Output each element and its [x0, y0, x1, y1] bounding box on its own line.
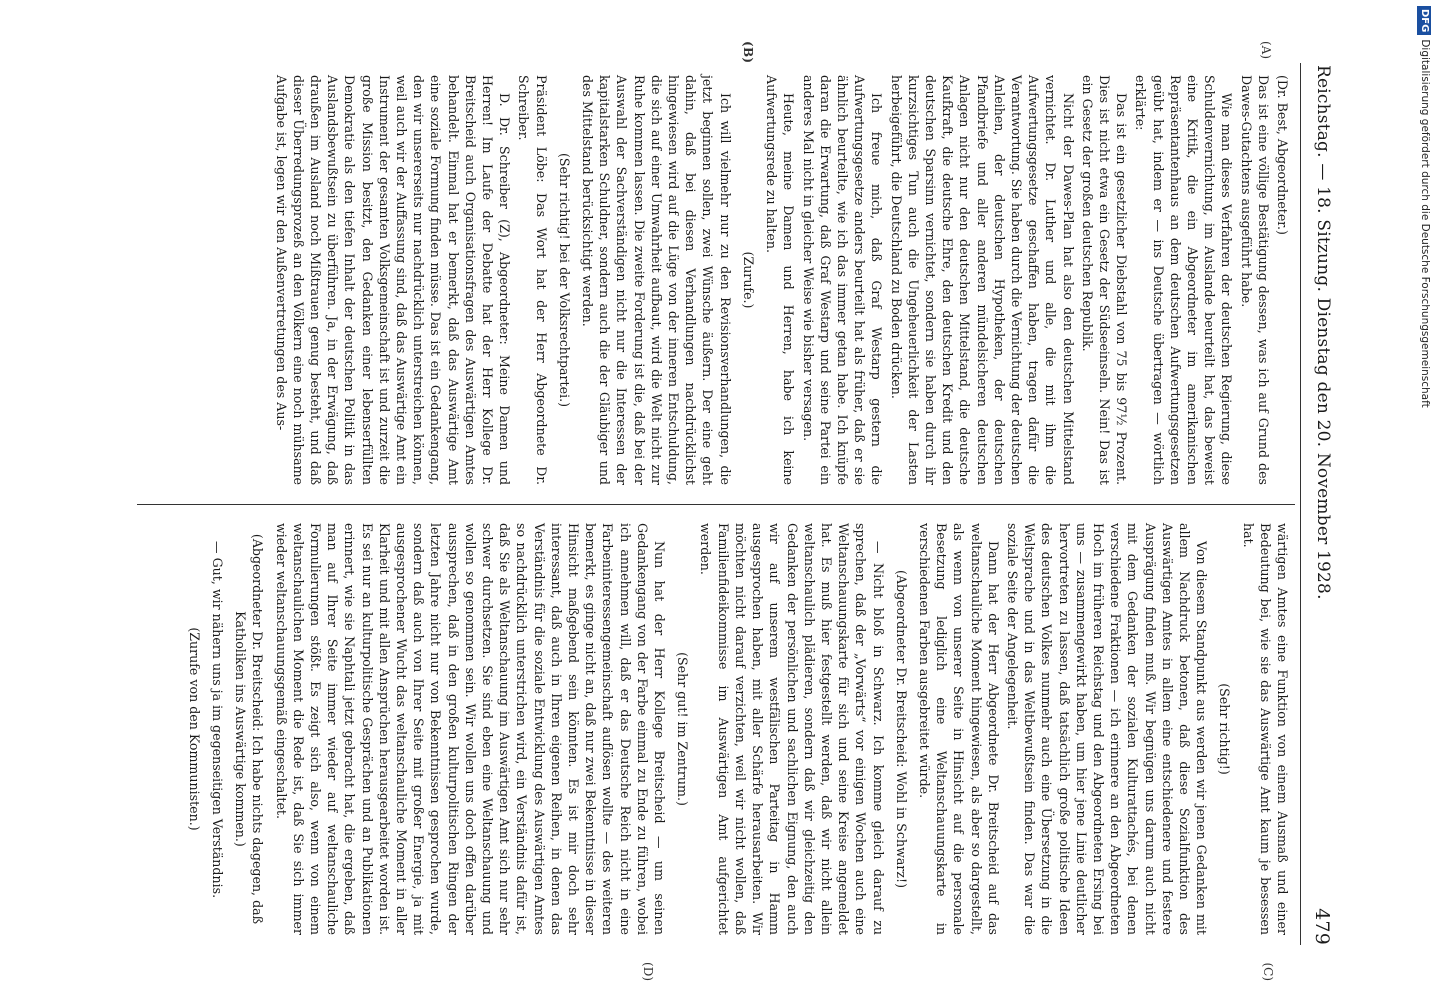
page-header: [1303, 65, 1333, 945]
margin-marker-b: (B): [741, 41, 755, 64]
dfg-notice-text: Digitalisierung gefördert durch die Deutsche Forschungsgemeinschaft: [1419, 39, 1431, 408]
dfg-funding-notice: [1416, 6, 1434, 986]
right-text-column: [137, 523, 1291, 935]
paragraph: D. Dr. Schreiber (Z), Abgeordneter: Meine Damen und Herren! Im Laufe der Debatte hat der Herr Kollege Dr. Breitscheid auch Organisationsfragen des Auswärtigen Amtes behandelt. Einmal hat er bemerkt, daß das Auswärtige Amt eine soziale Formung finden müsse. Das ist ein Gedankengang, den wir unsererseits nur nachdrücklich unterstreichen können, weil auch wir der Auffassung sind, daß das Auswärtige Amt ein Instrument der gesamten Volksgemeinschaft ist und zurzeit die große Mission besitzt, den Gedanken einer lebenserfüllten Demokratie als den tiefen Inhalt der deutschen Politik in das Auslandsbewußtsein zu überführen. Ja, in der Erwägung, daß draußen im Ausland noch Mißtrauen genug besteht, und daß dieser Überredungsprozeß an den Völkern eine noch mühsame Aufgabe ist, legen wir den Außenvertretungen des Aus-: [273, 75, 513, 485]
paragraph: Das ist eine völlige Bestätigung dessen, was ich auf Grund des Dawes-Gutachtens ausgeführt habe.: [1238, 75, 1271, 485]
margin-marker-c: (C): [1261, 962, 1275, 981]
interjection: (Zurufe.): [740, 251, 756, 309]
paragraph: wärtigen Amtes eine Funktion von einem Ausmaß und einer Bedeutung bei, wie sie das Auswärtige Amt kaum je besessen hat.: [1240, 523, 1290, 935]
margin-marker-a: (A): [1259, 41, 1273, 60]
paragraph: (Dr. Best, Abgeordneter.): [1275, 75, 1290, 235]
left-text-column: [137, 75, 1291, 485]
paragraph: Nun hat der Herr Kollege Breitscheid — um seinen Gedankengang von der Farbe einmal zu Ende zu führen, wobei ich annehmen will, daß er das Deutsche Reich nicht in eine Farbeninteressengemeinschaft auflösen wollte — des weiteren bemerkt, es ginge nicht an, daß nur zwei Bekenntnisse in dieser Hinsicht maßgebend sein könnten. Es ist mir doch sehr interessant, daß auch in Ihren eigenen Reihen, in denen das Verständnis für die soziale Entwicklung des Auswärtigen Amtes so nachdrücklich unterstrichen wird, ein Verständnis dafür ist, daß Sie als Weltanschauung im Auswärtigen Amt sich nur sehr schwer durchsetzen. Sie sind eben eine Weltanschauung und wollen so genommen sein. Wir wollen uns doch offen darüber aussprechen, daß in den großen kulturpolitischen Ringen der letzten Jahre nicht nur von Bekenntnissen gesprochen wurde, sondern daß auch von Ihrer Seite mit großer Energie, ja mit ausgesprochener Wucht das weltanschauliche Moment in aller Klarheit und mit allen Ansprüchen herausgearbeitet worden ist. Es sei nur an kulturpolitische Gesprächen und an Publikationen erinnert, wie sie Naphtali jetzt gebracht hat, die ergeben, daß man auf Ihrer Seite immer wieder auf weltanschauliche Formulierungen stößt. Es zeigt sich also, wenn von einem weltanschaulichen Moment die Rede ist, daß Sie sich immer wieder weltanschauungsgemäß eingeschaltet.: [273, 523, 668, 935]
paragraph: Heute, meine Damen und Herren, habe ich keine Aufwertungsrede zu halten.: [764, 75, 797, 485]
paragraph: Ich freue mich, daß Graf Westarp gestern die Aufwertungsgesetze anders beurteilt hat als früher, daß er sie ähnlich beurteilte, wie ich das immer getan habe. Ich knüpfe daran die Erwartung, daß Graf Westarp und seine Partei ein anderes Mal nicht in gleicher Weise wie bisher versagen.: [800, 75, 885, 485]
paragraph: — Nicht bloß in Schwarz. Ich komme gleich darauf zu sprechen, daß der „Vorwärts“ vor einigen Wochen auch eine Weltanschauungskarte für sich und seine Kreise angemeldet hat. Es muß hier festgestellt werden, daß wir nicht allein weltanschaulich plädieren, sondern daß wir gleichzeitig den Gedanken der persönlichen und sachlichen Eignung, den auch wir auf unserem westfälischen Parteitag in Hamm ausgesprochen haben, mit aller Schärfe herausarbeiten. Wir möchten nicht darauf verzichten, weil wir nicht wollen, daß Familienfideikommisse im Auswärtigen Amt aufgerichtet werden.: [698, 523, 886, 935]
interjection: (Abgeordneter Dr. Breitscheid: Wohl in Schwarz!): [893, 570, 909, 888]
interjection: (Abgeordneter Dr. Breitscheid: Ich habe nichts dagegen, daß Katholiken ins Auswärtige kommen.): [233, 533, 266, 925]
paragraph: Dann hat der Herr Abgeordnete Dr. Breitscheid auf das weltanschauliche Moment hingewiesen, als aber so dargestellt, als wenn von unserer Seite in Hinsicht auf die personale Besetzung lediglich eine Weltanschauungskarte in verschiedenen Farben ausgebreitet würde.: [916, 523, 1001, 935]
paragraph: Das ist ein gesetzlicher Diebstahl von 75 bis 97½ Prozent. Dies ist nicht etwa ein Gesetz der Südseeinseln. Nein! Das ist ein Gesetz der großen deutschen Republik.: [1079, 75, 1130, 485]
interjection: (Sehr gut! im Zentrum.): [675, 652, 691, 806]
interjection: (Zurufe von den Kommunisten.): [186, 627, 202, 831]
paragraph: Präsident Löbe: Das Wort hat der Herr Abgeordnete Dr. Schreiber.: [516, 75, 549, 485]
dfg-logo: DFG: [1417, 6, 1431, 35]
margin-marker-d: (D): [641, 962, 655, 981]
header-title: Reichstag. — 18. Sitzung. Dienstag den 20. November 1928.: [1313, 65, 1333, 600]
paragraph: Nicht der Dawes-Plan hat also den deutschen Mittelstand vernichtet. Dr. Luther und alle, die mit ihm die Aufwertungsgesetze geschaffen haben, tragen dafür die Verantwortung. Sie haben durch die Vernichtung der deutschen Anleihen, der deutschen Hypotheken, der deutschen Pfandbriefe und aller anderen mündelsicheren deutschen Anlagen nicht nur den deutschen Mittelstand, die deutsche Kaufkraft, die deutsche Ehre, den deutschen Kredit und den deutschen Sparsinn vernichtet, sondern sie haben durch ihr kurzsichtiges Tun auch die Ungeheuerlichkeit der Lasten herbeigeführt, die Deutschland zu Boden drücken.: [888, 75, 1076, 485]
rotated-document-page: [67, 25, 1367, 981]
paragraph: Von diesem Standpunkt aus werden wir jenen Gedanken mit allem Nachdruck betonen, daß diese Sozialfunktion des Auswärtigen Amtes in allem eine entschiedenere und festere Ausprägung finden muß. Wir begnügen uns darum auch nicht mit dem Gedanken der sozialen Kulturattachés, bei denen verschiedene Fraktionen — ich erinnere an den Abgeordneten Hoch im früheren Reichstag und den Abgeordneten Ersing bei uns — zusammengewirkt haben, um hier jene Linie deutlicher hervortreten zu lassen, daß tatsächlich große politische Ideen des deutschen Volkes nunmehr auch eine Übersetzung in die Weltsprache und in das Weltbewußtsein finden. Das war die soziale Seite der Angelegenheit.: [1004, 523, 1210, 935]
column-divider: [137, 504, 1295, 505]
paragraph: Wie man dieses Verfahren der deutschen Regierung, diese Schuldenvernichtung, im Auslande beurteilt hat, das beweist eine Kritik, die ein Abgeordneter im amerikanischen Repräsentantenhaus an dem deutschen Aufwertungsgesetzen geübt hat, indem er — ins Deutsche übertragen — wörtlich erklärte:: [1133, 75, 1235, 485]
paragraph: — Gut, wir nähern uns ja im gegenseitigen Verständnis.: [210, 541, 226, 899]
page-number: 479: [1311, 908, 1333, 945]
interjection: (Sehr richtig!): [1217, 683, 1233, 775]
interjection: (Sehr richtig! bei der Volksrechtpartei.): [556, 152, 572, 408]
header-rule: [1300, 63, 1301, 945]
paragraph: Ich will vielmehr nur zu den Revisionsverhandlungen, die jetzt beginnen sollen, zwei Wünsche äußern. Der eine geht dahin, daß bei diesen Verhandlungen nachdrücklichst hingewiesen wird auf die Lüge von der inneren Entschuldung, die sich auf einer Umwahrheit aufbaut, wird die Welt nicht zur Ruhe kommen lassen. Die zweite Forderung ist die, daß bei der Auswahl der Sachverständigen nicht nur die Interessen der kapitalstarken Schuldner, sondern auch die der Gläubiger und des Mittelstand berücksichtigt werden.: [580, 75, 733, 485]
